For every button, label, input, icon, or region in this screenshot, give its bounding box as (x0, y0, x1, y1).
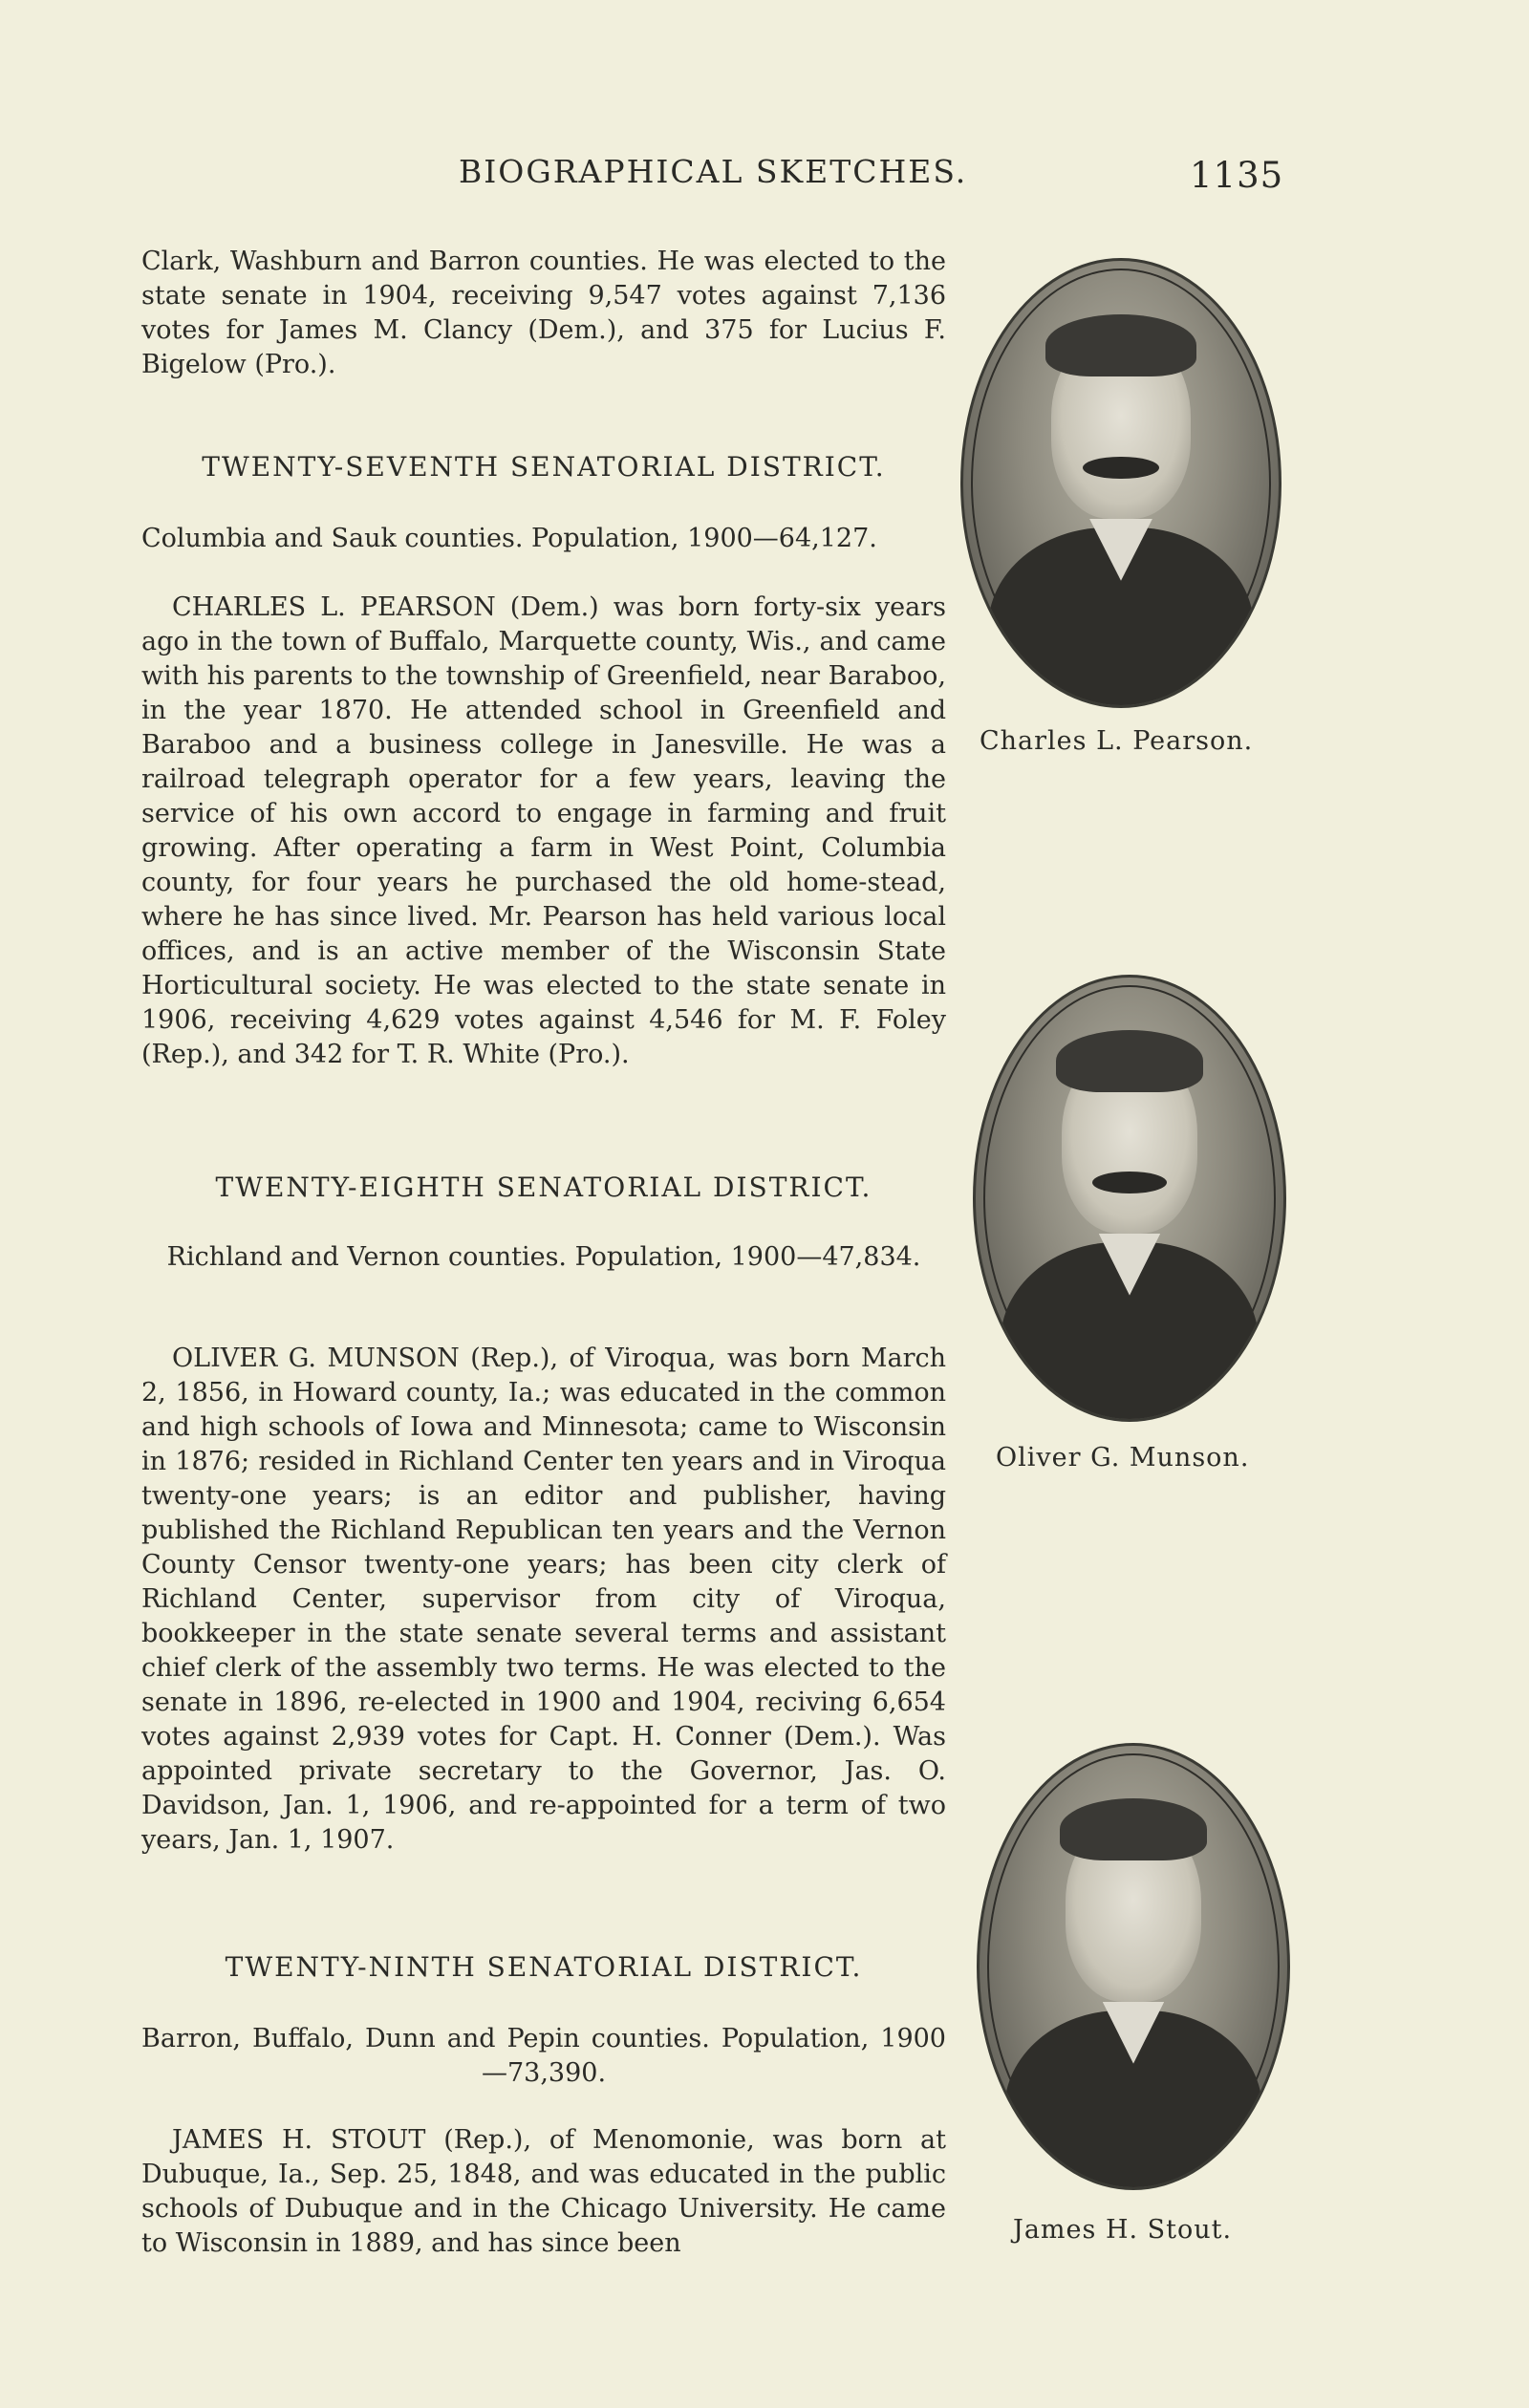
district-counties-29: Barron, Buffalo, Dunn and Pepin counties. Population, 1900—73,390. (141, 2024, 946, 2088)
bio-stout (141, 2123, 946, 2261)
district-counties-28: Richland and Vernon counties. Population, 1900—47,834. (166, 1242, 921, 1272)
page-number: 1135 (1190, 155, 1284, 196)
portrait-pearson (960, 258, 1281, 708)
running-head: BIOGRAPHICAL SKETCHES. (459, 153, 968, 190)
portrait-munson (973, 975, 1286, 1422)
bio-munson (141, 1342, 946, 1858)
continued-paragraph (141, 245, 946, 382)
bio-pearson (141, 591, 946, 1072)
district-counties-27: Columbia and Sauk counties. Population, 1900—64,127. (141, 524, 877, 553)
continued-text: Clark, Washburn and Barron counties. He was elected to the state senate in 1904, receiving 9,547 votes against 7,136 votes for James M. Clancy (Dem.), and 375 for Lucius F. Bigelow (Pro.). (141, 247, 946, 379)
portrait-mustache (1083, 457, 1158, 479)
bio-text-stout: JAMES H. STOUT (Rep.), of Menomonie, was born at Dubuque, Ia., Sep. 25, 1848, and was educated in the public schools of Dubuque and in the Chicago University. He came to Wisconsin in 1889, and has since been (141, 2125, 946, 2258)
portrait-stout (977, 1743, 1290, 2190)
bio-text-pearson: CHARLES L. PEARSON (Dem.) was born forty-six years ago in the town of Buffalo, Marquette county, Wis., and came with his parents to the township of Greenfield, near Baraboo, in the year 1870. He attended school in Greenfield and Baraboo and a business college in Janesville. He was a railroad telegraph operator for a few years, leaving the service of his own accord to engage in farming and fruit growing. After operating a farm in West Point, Columbia county, for four years he purchased the old home-stead, where he has since lived. Mr. Pearson has held various local offices, and is an active member of the Wisconsin State Horticultural society. He was elected to the state senate in 1906, receiving 4,629 votes against 4,546 for M. F. Foley (Rep.), and 342 for T. R. White (Pro.). (141, 592, 946, 1069)
portrait-hair (1056, 1030, 1204, 1092)
caption-stout: James H. Stout. (1013, 2215, 1233, 2245)
portrait-hair (1060, 1798, 1208, 1860)
district-heading-29: TWENTY-NINTH SENATORIAL DISTRICT. (225, 1951, 863, 1983)
district-heading-28: TWENTY-EIGHTH SENATORIAL DISTRICT. (215, 1172, 872, 1203)
portrait-hair (1045, 314, 1196, 376)
caption-pearson: Charles L. Pearson. (980, 726, 1254, 756)
district-heading-27: TWENTY-SEVENTH SENATORIAL DISTRICT. (202, 451, 886, 483)
bio-text-munson: OLIVER G. MUNSON (Rep.), of Viroqua, was born March 2, 1856, in Howard county, Ia.; was educated in the common and high schools of Iowa and Minnesota; came to Wisconsin in 1876; resided in Richland Center ten years and in Viroqua twenty-one years; is an editor and publisher, having published the Richland Republican ten years and the Vernon County Censor twenty-one years; has been city clerk of Richland Center, supervisor from city of Viroqua, bookkeeper in the state senate several terms and assistant chief clerk of the assembly two terms. He was elected to the senate in 1896, re-elected in 1900 and 1904, reciving 6,654 votes against 2,939 votes for Capt. H. Conner (Dem.). Was appointed private secretary to the Governor, Jas. O. Davidson, Jan. 1, 1906, and re-appointed for a term of two years, Jan. 1, 1907. (141, 1344, 946, 1855)
caption-munson: Oliver G. Munson. (996, 1443, 1250, 1473)
